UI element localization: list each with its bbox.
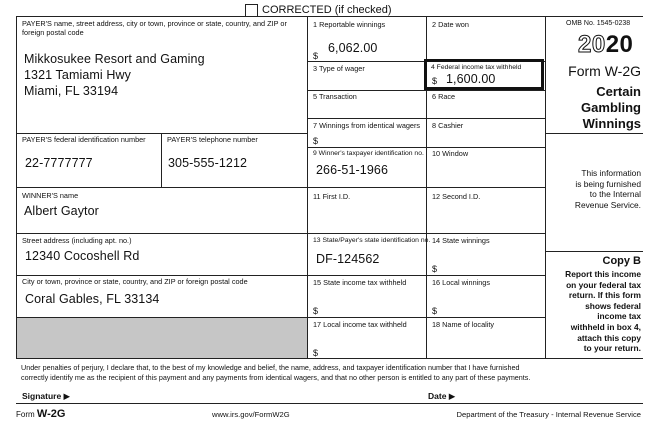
payer-split bbox=[161, 133, 162, 187]
report-line: to your return. bbox=[583, 343, 641, 354]
info-line: is being furnished bbox=[575, 178, 641, 189]
perjury-line-2: correctly identify me as the recipient of this payment and any payments from identical wagers, and that no other person is entitled to any part of these payments. bbox=[21, 372, 531, 382]
tax-year-bold: 20 bbox=[605, 31, 634, 58]
winner-street: 12340 Cocoshell Rd bbox=[25, 249, 140, 263]
box7-dollar: $ bbox=[313, 136, 319, 146]
report-line: Report this income bbox=[565, 269, 641, 279]
rule bbox=[307, 90, 545, 91]
box9-value: 266-51-1966 bbox=[316, 163, 388, 177]
info-line: This information bbox=[581, 168, 641, 178]
footer-form bbox=[16, 408, 65, 420]
box1-label: 1 Reportable winnings bbox=[313, 20, 386, 29]
box11-label: 11 First I.D. bbox=[313, 192, 351, 201]
box13-value: DF-124562 bbox=[316, 252, 380, 266]
rule bbox=[16, 403, 643, 404]
report-line: attach this copy bbox=[577, 332, 641, 343]
rule bbox=[16, 233, 307, 234]
form-title-1: Certain bbox=[596, 84, 641, 99]
report-line: return. If this form bbox=[568, 290, 641, 301]
box13-label: 13 State/Payer's state identification no. bbox=[313, 237, 431, 244]
box1-value: 6,062.00 bbox=[328, 41, 378, 55]
payer-label: PAYER'S name, street address, city or town, province or state, country, and ZIP or foreign postal code bbox=[22, 19, 287, 37]
winner-city-label: City or town, province or state, country, and ZIP or foreign postal code bbox=[22, 277, 248, 286]
form-title-2: Gambling bbox=[581, 100, 641, 115]
box2-label: 2 Date won bbox=[432, 20, 469, 29]
rule bbox=[307, 233, 545, 234]
box18-label: 18 Name of locality bbox=[432, 320, 495, 329]
report-text bbox=[565, 269, 641, 354]
box10-label: 10 Window bbox=[432, 149, 469, 158]
rule bbox=[307, 118, 545, 119]
payer-tin-label: PAYER'S federal identification number bbox=[22, 135, 146, 144]
report-line: on your federal tax bbox=[566, 279, 641, 290]
date-label: Date ▶ bbox=[428, 391, 456, 401]
box17-label: 17 Local income tax withheld bbox=[313, 320, 407, 329]
omb-number: OMB No. 1545-0238 bbox=[566, 20, 631, 27]
report-line: shows federal bbox=[585, 300, 641, 311]
payer-name: Mikkosukee Resort and Gaming bbox=[24, 52, 205, 66]
box4-value: 1,600.00 bbox=[446, 72, 496, 86]
box16-label: 16 Local winnings bbox=[432, 278, 491, 287]
box15-dollar: $ bbox=[313, 306, 319, 316]
box16-dollar: $ bbox=[432, 306, 438, 316]
info-line: to the Internal bbox=[589, 189, 641, 199]
copy-label: Copy B bbox=[602, 255, 641, 267]
signature-label: Signature ▶ bbox=[22, 391, 71, 401]
payer-city: Miami, FL 33194 bbox=[24, 84, 119, 98]
box5-label: 5 Transaction bbox=[313, 92, 357, 101]
footer-form-prefix: Form bbox=[16, 410, 35, 419]
rule bbox=[307, 187, 545, 188]
box14-label: 14 State winnings bbox=[432, 236, 490, 245]
form-title-3: Winnings bbox=[582, 116, 641, 131]
box9-label: 9 Winner's taxpayer identification no. bbox=[313, 150, 424, 157]
rule bbox=[307, 275, 545, 276]
payer-tin: 22-7777777 bbox=[25, 156, 93, 170]
rule bbox=[16, 358, 643, 359]
tax-year-outline: 20 bbox=[578, 31, 606, 58]
payer-street: 1321 Tamiami Hwy bbox=[24, 68, 131, 82]
report-line: withheld in box 4, bbox=[570, 321, 641, 332]
perjury-statement bbox=[21, 363, 641, 382]
box8-label: 8 Cashier bbox=[432, 121, 464, 130]
rule bbox=[307, 317, 545, 318]
winner-street-label: Street address (including apt. no.) bbox=[22, 236, 132, 245]
payer-phone-label: PAYER'S telephone number bbox=[167, 135, 258, 144]
rule bbox=[16, 133, 307, 134]
rule bbox=[545, 133, 643, 134]
report-line: income tax bbox=[597, 311, 641, 322]
rule bbox=[307, 147, 545, 148]
box4-dollar: $ bbox=[432, 76, 438, 86]
box1-dollar: $ bbox=[313, 51, 319, 61]
box12-label: 12 Second I.D. bbox=[432, 192, 481, 201]
box17-dollar: $ bbox=[313, 348, 319, 358]
tax-year bbox=[578, 31, 633, 59]
box6-label: 6 Race bbox=[432, 92, 456, 101]
footer-form-id: W-2G bbox=[36, 408, 66, 420]
footer-dept: Department of the Treasury - Internal Revenue Service bbox=[456, 410, 641, 419]
rule bbox=[16, 187, 307, 188]
shaded-box bbox=[17, 318, 307, 358]
box4-label: 4 Federal income tax withheld bbox=[431, 64, 522, 71]
winner-name: Albert Gaytor bbox=[24, 204, 99, 218]
box15-label: 15 State income tax withheld bbox=[313, 278, 407, 287]
rule bbox=[545, 251, 643, 252]
info-text bbox=[575, 168, 641, 210]
footer-url[interactable]: www.irs.gov/FormW2G bbox=[212, 410, 290, 419]
box14-dollar: $ bbox=[432, 264, 438, 274]
box3-label: 3 Type of wager bbox=[313, 64, 365, 73]
winner-name-label: WINNER'S name bbox=[22, 191, 79, 200]
info-line: Revenue Service. bbox=[574, 199, 641, 210]
col-divider-3 bbox=[545, 16, 546, 358]
rule bbox=[16, 275, 307, 276]
payer-phone: 305-555-1212 bbox=[168, 156, 248, 170]
winner-city: Coral Gables, FL 33134 bbox=[25, 292, 160, 306]
perjury-line-1: Under penalties of perjury, I declare that, to the best of my knowledge and belief, the name, address, and taxpayer identification number that I have furnished bbox=[21, 363, 520, 372]
corrected-label: CORRECTED (if checked) bbox=[262, 4, 392, 16]
form-name: Form W-2G bbox=[568, 63, 641, 79]
box7-label: 7 Winnings from identical wagers bbox=[313, 121, 421, 130]
form-top-border bbox=[16, 16, 643, 17]
